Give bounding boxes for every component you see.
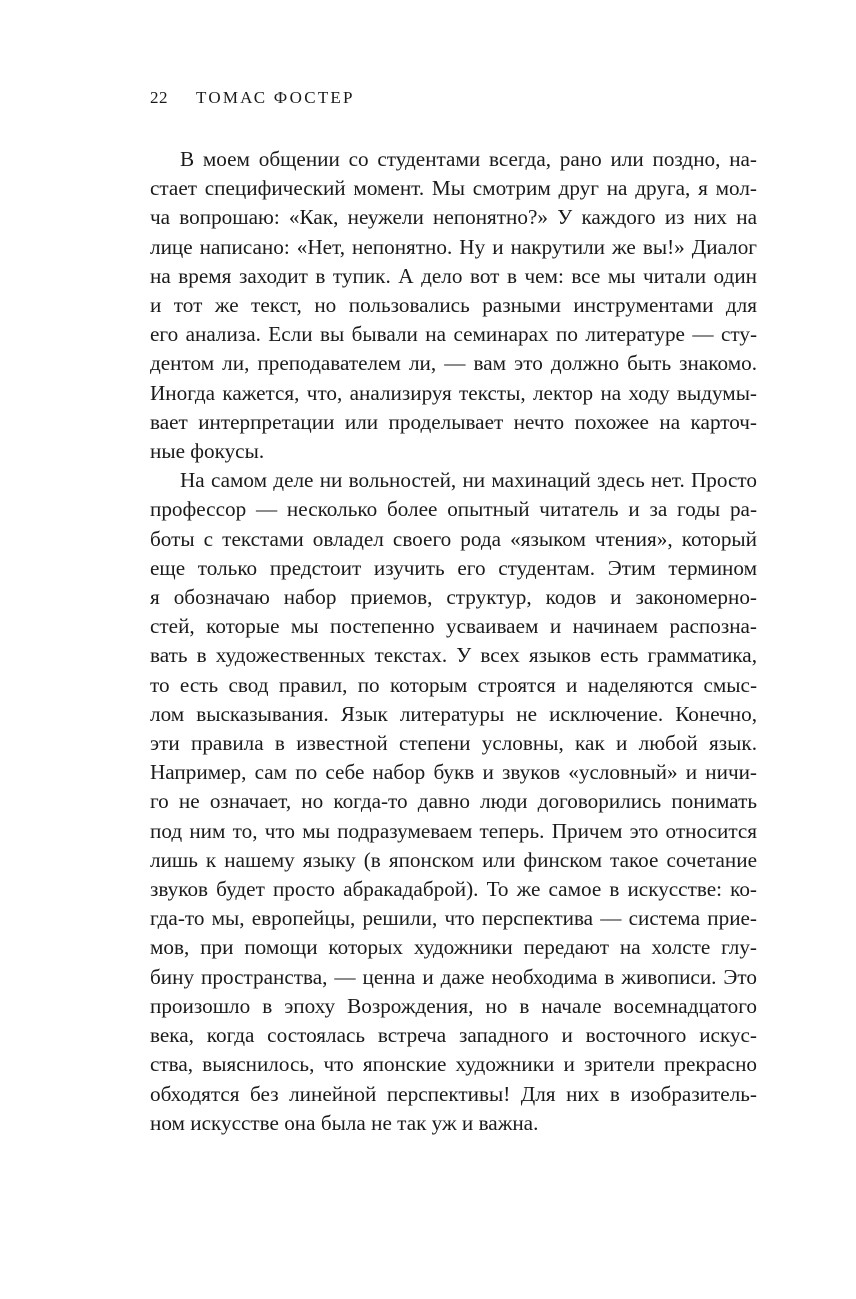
text-line: еще только предстоит изучить его студентам. Этим термином (150, 555, 757, 580)
text-line: стает специфический момент. Мы смотрим друг на друга, я мол- (150, 176, 757, 201)
text-line: века, когда состоялась встреча западного и восточного искус- (150, 1023, 757, 1048)
text-line: го не означает, но когда-то давно люди договорились понимать (150, 789, 757, 814)
text-line: мов, при помощи которых художники передают на холсте глу- (150, 935, 757, 960)
text-line: ные фокусы. (150, 439, 265, 464)
text-line: я обозначаю набор приемов, структур, кодов и закономерно- (150, 585, 757, 610)
text-line: лом высказывания. Язык литературы не исключение. Конечно, (150, 701, 757, 726)
paragraph-1 (150, 145, 757, 466)
text-line: боты с текстами овладел своего рода «языком чтения», который (150, 526, 757, 551)
text-line: На самом деле ни вольностей, ни махинаций здесь нет. Просто (180, 468, 757, 493)
text-line: вает интерпретации или проделывает нечто похожее на карточ- (150, 409, 757, 434)
text-line: под ним то, что мы подразумеваем теперь. Причем это относится (150, 818, 757, 843)
author-name: ТОМАС ФОСТЕР (196, 88, 355, 107)
text-line: эти правила в известной степени условны, как и любой язык. (150, 731, 757, 756)
text-line: бину пространства, — ценна и даже необходима в живописи. Это (150, 964, 757, 989)
text-line: его анализа. Если вы бывали на семинарах по литературе — сту- (150, 322, 757, 347)
text-line: дентом ли, преподавателем ли, — вам это должно быть знакомо. (150, 351, 757, 376)
text-line: и тот же текст, но пользовались разными инструментами для (150, 293, 757, 318)
text-line: то есть свод правил, по которым строятся и наделяются смыс- (150, 672, 757, 697)
text-line: вать в художественных текстах. У всех языков есть грамматика, (150, 643, 757, 668)
text-line: Например, сам по себе набор букв и звуков «условный» и ничи- (150, 760, 757, 785)
text-line: обходятся без линейной перспективы! Для них в изобразитель- (150, 1081, 757, 1106)
text-line: ча вопрошаю: «Как, неужели непонятно?» У каждого из них на (150, 205, 757, 230)
text-line: звуков будет просто абракадаброй). То же самое в искусстве: ко- (150, 877, 757, 902)
text-line: лице написано: «Нет, непонятно. Ну и накрутили же вы!» Диалог (150, 234, 757, 259)
text-line: стей, которые мы постепенно усваиваем и начинаем распозна- (150, 614, 757, 639)
text-line: Иногда кажется, что, анализируя тексты, лектор на ходу выдумы- (150, 380, 757, 405)
text-line: на время заходит в тупик. А дело вот в чем: все мы читали один (150, 263, 757, 288)
paragraph-2 (150, 466, 757, 1138)
page-number: 22 (150, 88, 168, 107)
text-line: В моем общении со студентами всегда, рано или поздно, на- (180, 147, 757, 171)
running-header (150, 88, 355, 108)
text-line: лишь к нашему языку (в японском или финском такое сочетание (150, 847, 757, 872)
text-line: гда-то мы, европейцы, решили, что перспектива — система прие- (150, 906, 757, 931)
text-line: произошло в эпоху Возрождения, но в начале восемнадцатого (150, 993, 757, 1018)
body-text (150, 145, 757, 1138)
text-line: ства, выяснилось, что японские художники и зрители прекрасно (150, 1052, 757, 1077)
text-line: ном искусстве она была не так уж и важна. (150, 1110, 539, 1135)
text-line: профессор — несколько более опытный читатель и за годы ра- (150, 497, 757, 522)
